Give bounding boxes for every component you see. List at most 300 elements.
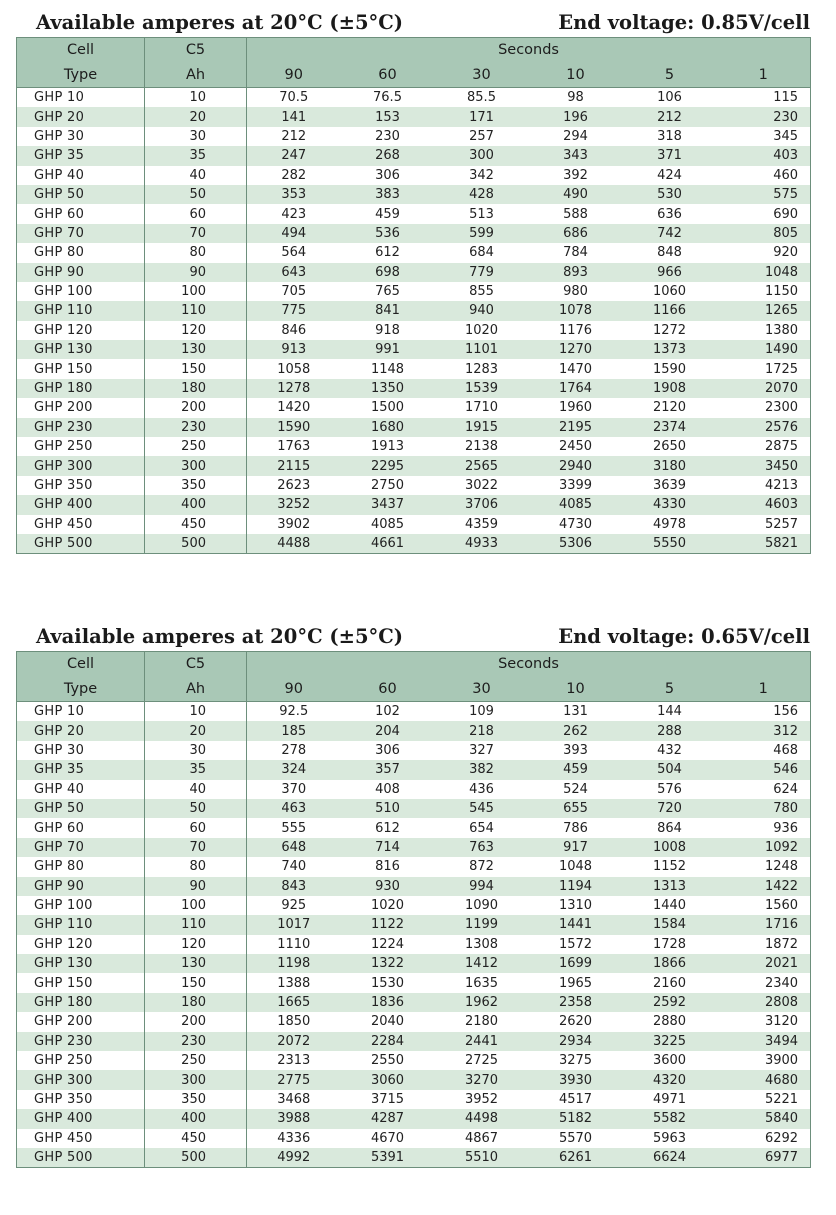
header-seconds: Seconds: [247, 38, 811, 63]
amperes-value: 131: [529, 702, 623, 722]
amperes-value: 3225: [623, 1032, 717, 1051]
amperes-value: 780: [717, 799, 811, 818]
amperes-value: 4287: [341, 1109, 435, 1128]
header-seconds-col: 90: [247, 676, 341, 702]
amperes-value: 212: [247, 127, 341, 146]
amperes-value: 1166: [623, 301, 717, 320]
amperes-value: 4867: [435, 1129, 529, 1148]
amperes-value: 423: [247, 204, 341, 223]
amperes-value: 2040: [341, 1012, 435, 1031]
amperes-value: 2565: [435, 456, 529, 475]
amperes-value: 230: [717, 107, 811, 126]
amperes-value: 855: [435, 282, 529, 301]
amperes-value: 1283: [435, 359, 529, 378]
amperes-value: 720: [623, 799, 717, 818]
amperes-value: 278: [247, 741, 341, 760]
amperes-value: 1725: [717, 359, 811, 378]
amperes-value: 1380: [717, 321, 811, 340]
cell-type: GHP 130: [17, 340, 145, 359]
cell-type: GHP 30: [17, 127, 145, 146]
amperes-value: 2072: [247, 1032, 341, 1051]
amperes-value: 1420: [247, 398, 341, 417]
amperes-value: 3275: [529, 1051, 623, 1070]
cell-type: GHP 230: [17, 418, 145, 437]
table-row: [17, 359, 811, 378]
amperes-value: 925: [247, 896, 341, 915]
amperes-value: 1872: [717, 935, 811, 954]
capacity-ah: 50: [145, 185, 247, 204]
capacity-ah: 450: [145, 1129, 247, 1148]
table-row: [17, 877, 811, 896]
header-seconds-col: 90: [247, 62, 341, 88]
capacity-ah: 350: [145, 476, 247, 495]
amperes-value: 655: [529, 799, 623, 818]
amperes-value: 1908: [623, 379, 717, 398]
amperes-value: 742: [623, 224, 717, 243]
capacity-ah: 40: [145, 166, 247, 185]
amperes-value: 2592: [623, 993, 717, 1012]
amperes-value: 3600: [623, 1051, 717, 1070]
table-block-085v: [16, 8, 810, 554]
amperes-value: 1224: [341, 935, 435, 954]
amperes-value: 1422: [717, 877, 811, 896]
amperes-value: 684: [435, 243, 529, 262]
amperes-value: 2623: [247, 476, 341, 495]
amperes-value: 1278: [247, 379, 341, 398]
amperes-value: 312: [717, 721, 811, 740]
amperes-value: 536: [341, 224, 435, 243]
amperes-value: 872: [435, 857, 529, 876]
capacity-ah: 110: [145, 301, 247, 320]
amperes-value: 4971: [623, 1090, 717, 1109]
table-row: [17, 243, 811, 262]
amperes-value: 288: [623, 721, 717, 740]
table-row: [17, 954, 811, 973]
amperes-value: 612: [341, 243, 435, 262]
capacity-ah: 400: [145, 1109, 247, 1128]
amperes-value: 545: [435, 799, 529, 818]
amperes-value: 102: [341, 702, 435, 722]
amperes-value: 5257: [717, 515, 811, 534]
cell-type: GHP 350: [17, 476, 145, 495]
header-seconds-col: 10: [529, 62, 623, 88]
amperes-value: 300: [435, 146, 529, 165]
amperes-value: 1539: [435, 379, 529, 398]
header-c5: C5: [145, 652, 247, 677]
amperes-value: 3952: [435, 1090, 529, 1109]
amperes-value: 459: [341, 204, 435, 223]
cell-type: GHP 100: [17, 282, 145, 301]
amperes-value: 76.5: [341, 88, 435, 108]
amperes-value: 1020: [435, 321, 529, 340]
capacity-ah: 80: [145, 857, 247, 876]
amperes-value: 2300: [717, 398, 811, 417]
amperes-value: 115: [717, 88, 811, 108]
table-block-065v: [16, 622, 810, 1168]
amperes-value: 1101: [435, 340, 529, 359]
amperes-value: 1710: [435, 398, 529, 417]
cell-type: GHP 10: [17, 88, 145, 108]
amperes-value: 1635: [435, 973, 529, 992]
cell-type: GHP 130: [17, 954, 145, 973]
cell-type: GHP 50: [17, 799, 145, 818]
amperes-value: 4603: [717, 495, 811, 514]
amperes-value: 98: [529, 88, 623, 108]
amperes-value: 5182: [529, 1109, 623, 1128]
amperes-value: 345: [717, 127, 811, 146]
amperes-value: 1590: [623, 359, 717, 378]
amperes-value: 1373: [623, 340, 717, 359]
amperes-value: 2750: [341, 476, 435, 495]
amperes-value: 779: [435, 263, 529, 282]
header-cell: Cell: [17, 38, 145, 63]
amperes-value: 156: [717, 702, 811, 722]
amperes-value: 4359: [435, 515, 529, 534]
amperes-value: 2284: [341, 1032, 435, 1051]
amperes-table: [16, 651, 811, 1168]
amperes-value: 424: [623, 166, 717, 185]
amperes-value: 2550: [341, 1051, 435, 1070]
table-row: [17, 1148, 811, 1168]
amperes-value: 841: [341, 301, 435, 320]
amperes-value: 196: [529, 107, 623, 126]
amperes-value: 775: [247, 301, 341, 320]
amperes-value: 1913: [341, 437, 435, 456]
amperes-value: 930: [341, 877, 435, 896]
amperes-value: 2374: [623, 418, 717, 437]
amperes-value: 1962: [435, 993, 529, 1012]
amperes-value: 1470: [529, 359, 623, 378]
amperes-value: 784: [529, 243, 623, 262]
amperes-value: 85.5: [435, 88, 529, 108]
amperes-value: 2441: [435, 1032, 529, 1051]
amperes-value: 1322: [341, 954, 435, 973]
capacity-ah: 500: [145, 534, 247, 554]
amperes-value: 1265: [717, 301, 811, 320]
capacity-ah: 350: [145, 1090, 247, 1109]
cell-type: GHP 60: [17, 204, 145, 223]
table-body: [17, 88, 811, 554]
amperes-value: 1148: [341, 359, 435, 378]
amperes-value: 144: [623, 702, 717, 722]
amperes-value: 846: [247, 321, 341, 340]
capacity-ah: 250: [145, 1051, 247, 1070]
cell-type: GHP 10: [17, 702, 145, 722]
cell-type: GHP 35: [17, 146, 145, 165]
amperes-value: 1090: [435, 896, 529, 915]
amperes-value: 2775: [247, 1070, 341, 1089]
table-row: [17, 398, 811, 417]
capacity-ah: 150: [145, 359, 247, 378]
amperes-value: 3900: [717, 1051, 811, 1070]
table-row: [17, 935, 811, 954]
amperes-value: 306: [341, 166, 435, 185]
amperes-value: 4978: [623, 515, 717, 534]
capacity-ah: 200: [145, 1012, 247, 1031]
table-row: [17, 993, 811, 1012]
table-title: Available amperes at 20°C (±5°C): [36, 625, 404, 648]
table-row: [17, 1109, 811, 1128]
amperes-value: 3930: [529, 1070, 623, 1089]
header-type: Type: [17, 676, 145, 702]
amperes-value: 588: [529, 204, 623, 223]
amperes-value: 2070: [717, 379, 811, 398]
amperes-value: 247: [247, 146, 341, 165]
amperes-value: 555: [247, 818, 341, 837]
amperes-value: 1850: [247, 1012, 341, 1031]
cell-type: GHP 300: [17, 1070, 145, 1089]
header-ah: Ah: [145, 62, 247, 88]
table-row: [17, 818, 811, 837]
amperes-value: 318: [623, 127, 717, 146]
table-row: [17, 721, 811, 740]
table-row: [17, 973, 811, 992]
amperes-value: 185: [247, 721, 341, 740]
table-row: [17, 896, 811, 915]
amperes-value: 1058: [247, 359, 341, 378]
capacity-ah: 30: [145, 741, 247, 760]
amperes-value: 6261: [529, 1148, 623, 1168]
amperes-value: 2115: [247, 456, 341, 475]
cell-type: GHP 120: [17, 935, 145, 954]
header-seconds-col: 5: [623, 62, 717, 88]
cell-type: GHP 300: [17, 456, 145, 475]
amperes-value: 2295: [341, 456, 435, 475]
cell-type: GHP 40: [17, 780, 145, 799]
amperes-value: 2340: [717, 973, 811, 992]
amperes-value: 510: [341, 799, 435, 818]
amperes-value: 1270: [529, 340, 623, 359]
amperes-value: 705: [247, 282, 341, 301]
amperes-value: 918: [341, 321, 435, 340]
amperes-value: 2313: [247, 1051, 341, 1070]
cell-type: GHP 250: [17, 1051, 145, 1070]
amperes-value: 648: [247, 838, 341, 857]
table-row: [17, 780, 811, 799]
table-row: [17, 476, 811, 495]
amperes-value: 654: [435, 818, 529, 837]
table-body: [17, 702, 811, 1168]
amperes-value: 1836: [341, 993, 435, 1012]
table-row: [17, 1032, 811, 1051]
amperes-value: 294: [529, 127, 623, 146]
amperes-value: 3715: [341, 1090, 435, 1109]
capacity-ah: 230: [145, 418, 247, 437]
amperes-value: 3399: [529, 476, 623, 495]
header-seconds-col: 5: [623, 676, 717, 702]
amperes-value: 2358: [529, 993, 623, 1012]
cell-type: GHP 90: [17, 263, 145, 282]
amperes-value: 70.5: [247, 88, 341, 108]
amperes-value: 1915: [435, 418, 529, 437]
table-row: [17, 1012, 811, 1031]
amperes-value: 353: [247, 185, 341, 204]
amperes-value: 980: [529, 282, 623, 301]
amperes-value: 1176: [529, 321, 623, 340]
cell-type: GHP 30: [17, 741, 145, 760]
amperes-value: 432: [623, 741, 717, 760]
amperes-value: 1500: [341, 398, 435, 417]
table-row: [17, 301, 811, 320]
amperes-value: 786: [529, 818, 623, 837]
cell-type: GHP 250: [17, 437, 145, 456]
amperes-value: 1572: [529, 935, 623, 954]
amperes-value: 5550: [623, 534, 717, 554]
amperes-value: 4517: [529, 1090, 623, 1109]
amperes-value: 408: [341, 780, 435, 799]
amperes-value: 342: [435, 166, 529, 185]
header-seconds-col: 30: [435, 676, 529, 702]
capacity-ah: 20: [145, 721, 247, 740]
amperes-value: 4730: [529, 515, 623, 534]
amperes-value: 2195: [529, 418, 623, 437]
table-row: [17, 379, 811, 398]
amperes-value: 428: [435, 185, 529, 204]
amperes-value: 1048: [717, 263, 811, 282]
amperes-value: 4933: [435, 534, 529, 554]
cell-type: GHP 20: [17, 721, 145, 740]
amperes-value: 2021: [717, 954, 811, 973]
amperes-value: 1440: [623, 896, 717, 915]
amperes-value: 4085: [341, 515, 435, 534]
amperes-value: 463: [247, 799, 341, 818]
cell-type: GHP 35: [17, 760, 145, 779]
amperes-value: 1530: [341, 973, 435, 992]
amperes-value: 1680: [341, 418, 435, 437]
table-row: [17, 146, 811, 165]
end-voltage-label: End voltage: 0.65V/cell: [558, 625, 810, 648]
capacity-ah: 180: [145, 993, 247, 1012]
amperes-value: 204: [341, 721, 435, 740]
amperes-value: 1728: [623, 935, 717, 954]
amperes-value: 324: [247, 760, 341, 779]
capacity-ah: 300: [145, 1070, 247, 1089]
cell-type: GHP 500: [17, 1148, 145, 1168]
amperes-value: 1194: [529, 877, 623, 896]
cell-type: GHP 230: [17, 1032, 145, 1051]
cell-type: GHP 20: [17, 107, 145, 126]
capacity-ah: 130: [145, 954, 247, 973]
cell-type: GHP 40: [17, 166, 145, 185]
header-ah: Ah: [145, 676, 247, 702]
amperes-value: 2180: [435, 1012, 529, 1031]
table-row: [17, 263, 811, 282]
amperes-value: 5821: [717, 534, 811, 554]
amperes-value: 3468: [247, 1090, 341, 1109]
amperes-value: 106: [623, 88, 717, 108]
amperes-value: 1152: [623, 857, 717, 876]
capacity-ah: 20: [145, 107, 247, 126]
amperes-value: 1248: [717, 857, 811, 876]
table-row: [17, 838, 811, 857]
table-row: [17, 760, 811, 779]
table-row: [17, 166, 811, 185]
cell-type: GHP 110: [17, 301, 145, 320]
amperes-value: 212: [623, 107, 717, 126]
amperes-value: 966: [623, 263, 717, 282]
cell-type: GHP 500: [17, 534, 145, 554]
amperes-value: 524: [529, 780, 623, 799]
capacity-ah: 450: [145, 515, 247, 534]
header-type: Type: [17, 62, 145, 88]
cell-type: GHP 450: [17, 1129, 145, 1148]
amperes-value: 1008: [623, 838, 717, 857]
amperes-value: 690: [717, 204, 811, 223]
table-row: [17, 534, 811, 554]
table-row: [17, 1129, 811, 1148]
amperes-value: 564: [247, 243, 341, 262]
amperes-value: 92.5: [247, 702, 341, 722]
amperes-value: 994: [435, 877, 529, 896]
amperes-value: 3902: [247, 515, 341, 534]
amperes-value: 1199: [435, 915, 529, 934]
capacity-ah: 200: [145, 398, 247, 417]
amperes-value: 636: [623, 204, 717, 223]
amperes-value: 1716: [717, 915, 811, 934]
amperes-value: 5963: [623, 1129, 717, 1148]
amperes-value: 1272: [623, 321, 717, 340]
cell-type: GHP 120: [17, 321, 145, 340]
capacity-ah: 60: [145, 818, 247, 837]
amperes-value: 3639: [623, 476, 717, 495]
cell-type: GHP 50: [17, 185, 145, 204]
capacity-ah: 10: [145, 88, 247, 108]
amperes-value: 371: [623, 146, 717, 165]
amperes-value: 940: [435, 301, 529, 320]
cell-type: GHP 100: [17, 896, 145, 915]
amperes-value: 698: [341, 263, 435, 282]
amperes-value: 4992: [247, 1148, 341, 1168]
amperes-value: 1490: [717, 340, 811, 359]
amperes-value: 1965: [529, 973, 623, 992]
capacity-ah: 50: [145, 799, 247, 818]
header-seconds-col: 1: [717, 676, 811, 702]
amperes-value: 1092: [717, 838, 811, 857]
amperes-value: 218: [435, 721, 529, 740]
amperes-value: 1763: [247, 437, 341, 456]
end-voltage-label: End voltage: 0.85V/cell: [558, 11, 810, 34]
amperes-value: 2576: [717, 418, 811, 437]
capacity-ah: 500: [145, 1148, 247, 1168]
capacity-ah: 10: [145, 702, 247, 722]
table-row: [17, 495, 811, 514]
amperes-value: 3120: [717, 1012, 811, 1031]
amperes-value: 3270: [435, 1070, 529, 1089]
header-seconds-col: 10: [529, 676, 623, 702]
table-row: [17, 204, 811, 223]
amperes-value: 282: [247, 166, 341, 185]
amperes-value: 109: [435, 702, 529, 722]
amperes-value: 1078: [529, 301, 623, 320]
amperes-value: 1150: [717, 282, 811, 301]
amperes-value: 494: [247, 224, 341, 243]
header-seconds-col: 60: [341, 676, 435, 702]
amperes-value: 643: [247, 263, 341, 282]
amperes-value: 1764: [529, 379, 623, 398]
amperes-value: 3060: [341, 1070, 435, 1089]
cell-type: GHP 450: [17, 515, 145, 534]
amperes-value: 3180: [623, 456, 717, 475]
amperes-value: 3450: [717, 456, 811, 475]
capacity-ah: 60: [145, 204, 247, 223]
amperes-value: 5306: [529, 534, 623, 554]
amperes-value: 1560: [717, 896, 811, 915]
amperes-value: 490: [529, 185, 623, 204]
amperes-value: 1110: [247, 935, 341, 954]
table-row: [17, 88, 811, 108]
table-row: [17, 702, 811, 722]
amperes-value: 2650: [623, 437, 717, 456]
